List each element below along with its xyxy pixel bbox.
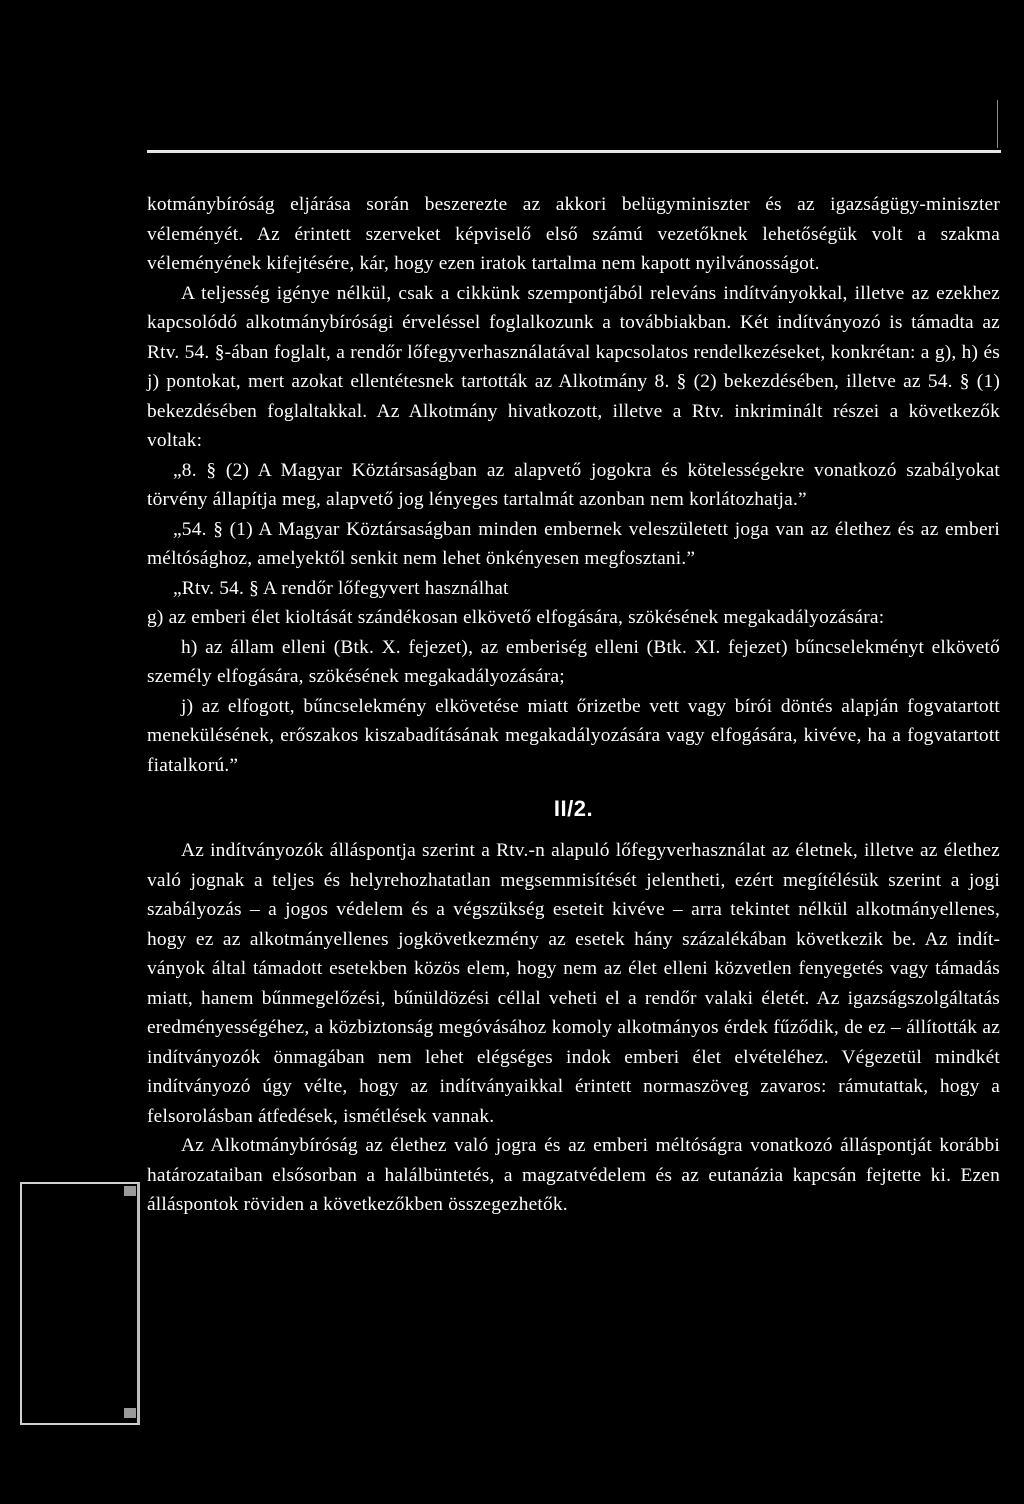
paragraph-continuation: kotmánybíróság eljárása során beszerezte az akkori belügyminiszter és az igazságügy-miniszter véleményét. Az érintett szerveket képviselő első számú vezetőknek lehetőségük volt a szakma véleményének kifejtésére, kár, hogy ezen iratok tartalma nem kapott nyilvánosságot. [147, 194, 1000, 274]
page-edge-mark [997, 100, 998, 148]
paragraph-petitioners-view: Az indítványozók álláspontja szerint a Rtv.-n alapuló lőfegyverhasználat az életnek, illetve az élethez való jognak a teljes és helyrehozhatatlan megsemmisítését jelentheti, ezért megítélésük szerint a jogi szabályozás – a jogos védelem és a végszükség eseteit kivéve – arra tekintet nélkül alkotmányellenes, hogy ez az alkotmányellenes jogkövetkezmény az esetek hány százalékában következik be. Az indítványok által támadott esetekben közös elem, hogy nem az élet elleni közvetlen fenyegetés vagy támadás miatt, hanem bűnmegelőzési, bűnüldözési céllal veheti el a rendőr valaki életét. Az igazságszolgáltatás eredményességéhez, a közbiztonság megóvásához komoly alkotmányos érdek fűződik, de ez – állították az indítványozók önmagában nem lehet elégséges indok emberi élet elvételéhez. Végezetül mindkét indítványozó úgy vélte, hogy az indítványaikkal érintett normaszöveg zavaros: rámutattak, hogy a felsorolásban átfedések, ismétlések vannak. [147, 840, 1000, 1127]
quote-constitution-54: „54. § (1) A Magyar Köztársaságban minden embernek veleszületett joga van az élethez és az emberi méltósághoz, amelyektől senkit nem lehet önkényesen megfosztani.” [147, 518, 1000, 569]
quote-constitution-8: „8. § (2) A Magyar Köztársaságban az alapvető jogokra és kötelességekre vonatkozó szabályokat törvény állapítja meg, alapvető jog lényeges tartalmát azonban nem korlátozhatja.” [147, 459, 1000, 510]
margin-frame [20, 1182, 140, 1425]
quote-rtv-54: „Rtv. 54. § A rendőr lőfegyvert használhat [173, 577, 509, 599]
quote-rtv-point-j: j) az elfogott, bűncselekmény elkövetése miatt őrizetbe vett vagy bírói döntés alapján fogvatartott menekülésének, erőszakos kiszabadításának megakadályozására vagy elfogására, kivéve, ha a fogvatartott fiatalkorú.” [147, 695, 1000, 776]
margin-marker-top [124, 1186, 136, 1196]
document-body [147, 190, 1000, 1220]
header-rule [147, 150, 1001, 153]
margin-marker-bottom [124, 1408, 136, 1418]
quote-rtv-point-h: h) az állam elleni (Btk. X. fejezet), az emberiség elleni (Btk. XI. fejezet) bűncselekményt elkövető személy elfogására, szökésének megakadályozására; [147, 636, 1000, 687]
paragraph-petitions: A teljesség igénye nélkül, csak a cikkünk szempontjából releváns indítványokkal, illetve az ezekhez kapcsolódó alkotmánybírósági érveléssel foglalkozunk a továbbiakban. Két indítványozó is támadta az Rtv. 54. §-ában foglalt, a rendőr lőfegyverhasználatával kapcsolatos rendelkezéseket, konkrétan: a g), h) és j) pontokat, mert azokat ellentétesnek tartották az Alkotmány 8. § (2) bekezdésében, illetve az 54. § (1) bekezdésében foglaltakkal. Az Alkotmány hivatkozott, illetve a Rtv. inkriminált részei a következők voltak: [147, 282, 1000, 451]
paragraph-court-position: Az Alkotmánybíróság az élethez való jogra és az emberi méltóságra vonatkozó álláspontját korábbi határozataiban elsősorban a halálbüntetés, a magzatvédelem és az eutanázia kapcsán fejtette ki. Ezen álláspontok röviden a következőkben összegezhetők. [147, 1135, 1000, 1215]
section-heading: II/2. [553, 796, 594, 821]
quote-rtv-point-g: g) az emberi élet kioltását szándékosan elkövető elfogására, szökésének megakadályozására: [147, 607, 885, 628]
